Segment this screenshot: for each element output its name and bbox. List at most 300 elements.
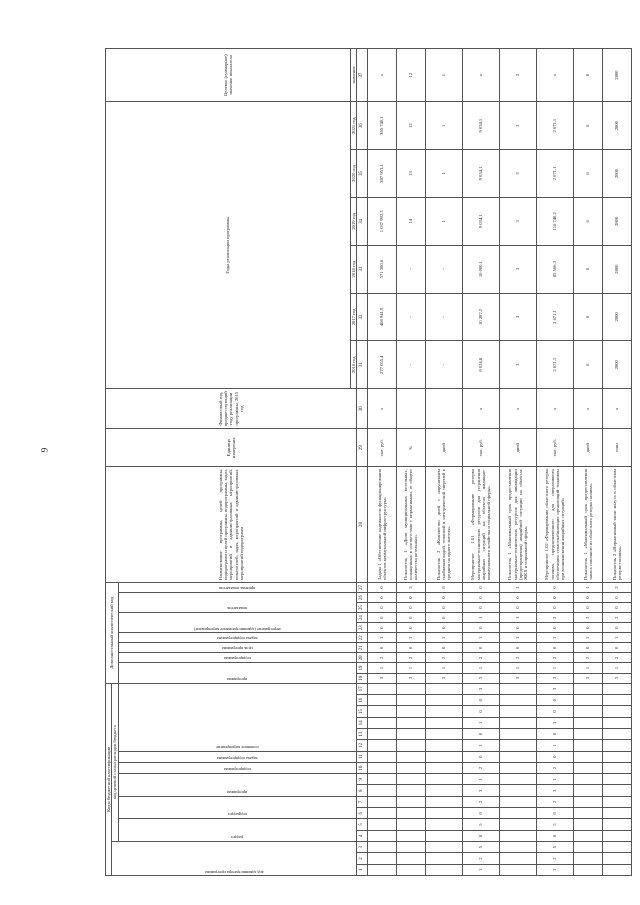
unit-cell: тонн xyxy=(602,429,631,467)
analytic-code-cell: 2 xyxy=(536,653,573,663)
year-value-cell: 9 034,1 xyxy=(462,197,499,245)
code-cell xyxy=(573,830,602,841)
code-cell: 0 xyxy=(462,830,499,841)
analytic-code-cell: 0 xyxy=(367,593,396,603)
year-2018-header: 2018 год xyxy=(350,245,356,293)
column-number-cell: 15 xyxy=(356,706,367,717)
code-cell: 2 xyxy=(536,853,573,864)
table-row xyxy=(367,49,396,876)
column-number-cell: 34 xyxy=(356,197,367,245)
column-number-cell: 6 xyxy=(356,808,367,819)
column-number-cell: 2 xyxy=(356,853,367,864)
code-cell: 0 xyxy=(462,706,499,717)
analytic-code-cell: 0 xyxy=(425,593,462,603)
code-cell: 2 xyxy=(462,853,499,864)
column-number-cell: 13 xyxy=(356,728,367,739)
code-cell: 1 xyxy=(536,717,573,728)
code-cell xyxy=(573,717,602,728)
code-cell xyxy=(367,728,396,739)
admin-header: код администратора программы xyxy=(112,842,357,876)
unit-cell: % xyxy=(396,429,425,467)
table-row xyxy=(573,49,602,876)
code-cell xyxy=(367,819,396,830)
analytic-code-cell: 2 xyxy=(602,613,631,623)
code-cell: 5 xyxy=(462,842,499,853)
code-cell xyxy=(573,796,602,807)
analytic-code-cell: 0 xyxy=(499,593,536,603)
code-cell xyxy=(602,864,631,875)
code-cell xyxy=(602,853,631,864)
analytic-code-cell: 2 xyxy=(573,653,602,663)
analytic-code-cell: 1 xyxy=(499,613,536,623)
code-cell: 0 xyxy=(462,695,499,706)
code-cell xyxy=(425,740,462,751)
code-cell xyxy=(396,717,425,728)
column-number-cell: 16 xyxy=(356,695,367,706)
codes-header: Коды бюджетной классификации xyxy=(106,683,112,875)
code-cell xyxy=(396,751,425,762)
code-cell xyxy=(396,728,425,739)
year-value-cell: 1 037 992,3 xyxy=(367,197,396,245)
column-number-cell: 24 xyxy=(356,613,367,623)
year-value-cell: 6 xyxy=(573,293,602,341)
year-value-cell: 2800 xyxy=(602,293,631,341)
year-value-cell: 3 xyxy=(499,102,536,150)
kbk-subprogram-header: подпрограмма xyxy=(118,762,356,773)
code-cell xyxy=(367,706,396,717)
years-header: Годы реализации программы xyxy=(106,102,351,389)
analytic-code-cell: 0 xyxy=(462,582,499,592)
code-cell: 0 xyxy=(462,728,499,739)
column-number-cell: 35 xyxy=(356,150,367,198)
analytic-code-cell: 1 xyxy=(462,663,499,673)
code-cell xyxy=(499,728,536,739)
year-value-cell: - xyxy=(396,341,425,389)
code-cell xyxy=(367,830,396,841)
final-value-header: значение xyxy=(350,49,356,102)
year-value-cell: 3 xyxy=(499,150,536,198)
analytic-code-cell: 0 xyxy=(602,603,631,613)
code-cell xyxy=(573,853,602,864)
analytic-code-cell: 0 xyxy=(536,623,573,633)
year-value-cell: 9 034,1 xyxy=(462,102,499,150)
code-cell xyxy=(602,796,631,807)
year-value-cell: 12 xyxy=(396,102,425,150)
code-cell xyxy=(425,864,462,875)
code-cell: 0 xyxy=(536,695,573,706)
code-cell: 0 xyxy=(462,751,499,762)
column-number-cell: 18 xyxy=(356,673,367,683)
code-cell xyxy=(602,808,631,819)
kbk-header: код целевой статьи расходов бюджета xyxy=(112,683,118,841)
analytic-code-cell: 1 xyxy=(499,663,536,673)
fin-year-header: Финансовый год, предшествующий году реализации программы, 2015 год xyxy=(106,389,357,429)
kbk-activity-header: основное мероприятие xyxy=(118,683,356,751)
a-indicator-header: показатель xyxy=(118,593,356,613)
code-cell xyxy=(367,808,396,819)
analytic-code-cell: 1 xyxy=(367,633,396,643)
column-number-cell: 14 xyxy=(356,717,367,728)
year-value-cell: 408 941,9 xyxy=(367,293,396,341)
year-value-cell: 2 671,1 xyxy=(536,102,573,150)
code-cell xyxy=(425,751,462,762)
year-value-cell: 8 024,8 xyxy=(462,341,499,389)
code-cell xyxy=(396,864,425,875)
code-cell xyxy=(425,785,462,796)
code-cell xyxy=(367,796,396,807)
code-cell xyxy=(573,706,602,717)
analytic-code-cell: 1 xyxy=(425,633,462,643)
year-value-cell: - xyxy=(425,245,462,293)
code-cell: 1 xyxy=(462,717,499,728)
code-cell xyxy=(396,853,425,864)
analytic-code-cell: 3 xyxy=(573,673,602,683)
code-cell: 0 xyxy=(536,751,573,762)
subsection-header: подраздел xyxy=(118,796,356,819)
year-2017-header: 2017 год xyxy=(350,293,356,341)
code-cell xyxy=(367,864,396,875)
analytic-code-cell: 1 xyxy=(462,613,499,623)
year-value-cell: 6 xyxy=(573,245,602,293)
column-number-cell: 26 xyxy=(356,593,367,603)
analytic-code-cell: 3 xyxy=(602,673,631,683)
code-cell xyxy=(602,774,631,785)
code-cell xyxy=(573,762,602,773)
analytic-code-cell: 0 xyxy=(396,593,425,603)
code-cell xyxy=(425,796,462,807)
analytic-code-cell: 2 xyxy=(602,653,631,663)
year-value-cell: 3 xyxy=(499,293,536,341)
analytic-code-cell: 1 xyxy=(396,663,425,673)
code-cell xyxy=(499,751,536,762)
code-cell xyxy=(367,842,396,853)
unit-cell: тыс. руб. xyxy=(462,429,499,467)
analytic-code-cell: 1 xyxy=(462,633,499,643)
code-cell xyxy=(499,695,536,706)
column-number-cell: 27 xyxy=(356,582,367,592)
a-task-header: задача подпрограммы xyxy=(118,633,356,643)
final-value-cell: х xyxy=(536,49,573,102)
code-cell xyxy=(396,695,425,706)
program-table xyxy=(105,48,632,876)
analytic-code-cell: 0 xyxy=(573,643,602,653)
year-value-cell: 2 671,1 xyxy=(536,341,573,389)
analytic-code-cell: 3 xyxy=(367,673,396,683)
analytic-code-cell: 0 xyxy=(462,603,499,613)
code-cell: 1 xyxy=(536,864,573,875)
analytic-code-cell: 0 xyxy=(573,603,602,613)
year-value-cell: 1 xyxy=(425,197,462,245)
column-number-cell: 37 xyxy=(356,49,367,102)
code-cell xyxy=(499,864,536,875)
code-cell: 0 xyxy=(536,706,573,717)
code-cell xyxy=(602,728,631,739)
column-numbers-row xyxy=(356,49,367,876)
analytic-code-cell: 3 xyxy=(499,673,536,683)
code-cell: 2 xyxy=(462,762,499,773)
analytic-code-cell: 1 xyxy=(425,663,462,673)
code-cell xyxy=(602,762,631,773)
code-cell xyxy=(425,830,462,841)
year-value-cell: 571 300,6 xyxy=(367,245,396,293)
year-value-cell: 6 xyxy=(573,150,602,198)
fin-year-cell: х xyxy=(462,389,499,429)
analytic-code-cell: 1 xyxy=(367,663,396,673)
analytic-code-cell: 2 xyxy=(573,613,602,623)
column-number-cell: 21 xyxy=(356,643,367,653)
year-value-cell: 2800 xyxy=(602,197,631,245)
analytic-code-cell: 0 xyxy=(462,643,499,653)
analytic-code-cell: 0 xyxy=(396,623,425,633)
code-cell xyxy=(396,706,425,717)
code-cell xyxy=(499,785,536,796)
year-value-cell: 365 740,1 xyxy=(367,102,396,150)
code-cell xyxy=(367,695,396,706)
year-value-cell: 3 xyxy=(499,245,536,293)
analytic-code-cell: 0 xyxy=(462,593,499,603)
year-value-cell: 10 000,1 xyxy=(462,245,499,293)
year-value-cell: - xyxy=(425,293,462,341)
column-number-cell: 22 xyxy=(356,633,367,643)
code-cell xyxy=(573,819,602,830)
code-cell xyxy=(396,819,425,830)
code-cell: 2 xyxy=(462,796,499,807)
analytic-code-cell: 0 xyxy=(396,643,425,653)
year-value-cell: - xyxy=(396,245,425,293)
item-name-cell: Показатель 1 «Максимальный срок предоставления материально-технических ресурсов для ликвидации (предотвращения) аварийной ситуации на объектах ЖКХ и социальной сферы» xyxy=(499,467,536,583)
code-cell xyxy=(425,683,462,694)
unit-header: Единица измерения xyxy=(106,429,357,467)
analytic-code-cell: 6 xyxy=(425,582,462,592)
item-name-cell: Мероприятие 1.02 «Формирование областного резерва топлива, предназначенного для оперативного обеспечения теплоснабжающих организаций топливом при возникновении аварийных ситуаций» xyxy=(536,467,573,583)
code-cell xyxy=(602,695,631,706)
code-cell xyxy=(602,830,631,841)
analytic-code-cell: 0 xyxy=(367,623,396,633)
code-cell xyxy=(367,774,396,785)
code-cell: 1 xyxy=(462,774,499,785)
code-cell xyxy=(425,842,462,853)
year-value-cell: 6 xyxy=(573,102,602,150)
code-cell xyxy=(573,740,602,751)
code-cell xyxy=(425,728,462,739)
year-2020-header: 2020 год xyxy=(350,150,356,198)
code-cell xyxy=(499,796,536,807)
code-cell xyxy=(602,842,631,853)
code-cell xyxy=(367,740,396,751)
year-value-cell: 387 953,1 xyxy=(367,150,396,198)
year-value-cell: 10 287,2 xyxy=(462,293,499,341)
code-cell xyxy=(396,796,425,807)
unit-cell: тыс. руб. xyxy=(536,429,573,467)
column-number-cell: 4 xyxy=(356,830,367,841)
analytic-code-cell: 0 xyxy=(425,643,462,653)
code-cell xyxy=(602,683,631,694)
code-cell xyxy=(425,808,462,819)
rotated-sheet xyxy=(105,48,622,876)
kbk-program-header: программа xyxy=(118,774,356,797)
analytic-code-cell: 0 xyxy=(536,582,573,592)
code-cell xyxy=(573,774,602,785)
analytic-code-cell: 0 xyxy=(602,643,631,653)
code-cell xyxy=(602,785,631,796)
table-row xyxy=(536,49,573,876)
column-number-cell: 9 xyxy=(356,774,367,785)
final-value-cell: 3 xyxy=(499,49,536,102)
name-header: Наименование программы, целей программы, подпрограмм и целей программы, подпрограммы, задач, мероприятий и административных мероприятий, показателей, задач, мероприятий и административных мероприятий подпрограмм xyxy=(106,467,357,583)
code-cell: 3 xyxy=(536,683,573,694)
column-number-cell: 32 xyxy=(356,293,367,341)
analytic-code-cell: 1 xyxy=(536,663,573,673)
code-cell xyxy=(499,762,536,773)
code-cell xyxy=(499,808,536,819)
analytic-code-cell: 0 xyxy=(367,613,396,623)
column-number-cell: 36 xyxy=(356,102,367,150)
code-cell xyxy=(396,830,425,841)
code-cell xyxy=(499,706,536,717)
code-cell xyxy=(396,842,425,853)
analytic-code-cell: 5 xyxy=(396,582,425,592)
final-value-cell: х xyxy=(367,49,396,102)
kbk-task-header: задача подпрограммы xyxy=(118,751,356,762)
code-cell: 3 xyxy=(462,683,499,694)
fin-year-cell: х xyxy=(536,389,573,429)
table-body xyxy=(367,49,631,876)
code-cell xyxy=(602,706,631,717)
code-cell: 1 xyxy=(462,864,499,875)
analytic-code-cell: 1 xyxy=(573,582,602,592)
code-cell xyxy=(367,717,396,728)
final-header: Целевое (суммарное) значение показателя xyxy=(106,49,351,102)
analytic-code-cell: 0 xyxy=(425,613,462,623)
column-number-cell: 29 xyxy=(356,429,367,467)
year-value-cell: 13 xyxy=(396,150,425,198)
analytic-code-cell: 0 xyxy=(396,613,425,623)
year-value-cell: 6 xyxy=(573,341,602,389)
analytic-code-cell: 2 xyxy=(367,653,396,663)
year-2016-header: 2016 год xyxy=(350,341,356,389)
code-cell xyxy=(425,774,462,785)
code-cell xyxy=(499,830,536,841)
code-cell xyxy=(396,785,425,796)
code-cell: 0 xyxy=(536,728,573,739)
column-number-cell: 7 xyxy=(356,796,367,807)
analytic-code-cell: 0 xyxy=(499,643,536,653)
a-subprogram-header: подпрограмма xyxy=(118,653,356,663)
code-cell xyxy=(602,751,631,762)
analytic-code-cell: 0 xyxy=(499,603,536,613)
item-name-cell: Показатель 2 «Нормативный запас мазута в областном резерве топлива» xyxy=(602,467,631,583)
final-value-cell: 1 xyxy=(425,49,462,102)
code-cell xyxy=(573,864,602,875)
item-name-cell: Мероприятие 1.01 «Формирование резерва материально-технических ресурсов для устранения аварийных ситуаций на объектах жилищно-коммунального хозяйства и социальной сферы» xyxy=(462,467,499,583)
code-cell xyxy=(396,683,425,694)
table-row xyxy=(462,49,499,876)
code-cell xyxy=(367,751,396,762)
analytic-code-cell: 3 xyxy=(536,673,573,683)
code-cell xyxy=(396,774,425,785)
a-type-header: признак показателя xyxy=(118,582,356,592)
code-cell xyxy=(602,819,631,830)
code-cell: 5 xyxy=(536,819,573,830)
year-value-cell: - xyxy=(396,293,425,341)
item-name-cell: Показатель 1 «Доля муниципальных котельных, оснащенных в соответствии с нормативами, от общего количества котельных» xyxy=(396,467,425,583)
year-value-cell: 2 671,1 xyxy=(536,293,573,341)
analytic-code-cell: 0 xyxy=(499,623,536,633)
code-cell xyxy=(425,762,462,773)
column-number-cell: 1 xyxy=(356,864,367,875)
table-row xyxy=(396,49,425,876)
analytic-code-cell: 0 xyxy=(367,643,396,653)
code-cell xyxy=(425,853,462,864)
year-value-cell: 1 xyxy=(425,102,462,150)
code-cell xyxy=(499,819,536,830)
analytic-code-cell: 2 xyxy=(462,653,499,663)
unit-cell: тыс. руб. xyxy=(367,429,396,467)
column-number-cell: 19 xyxy=(356,663,367,673)
code-cell xyxy=(573,683,602,694)
code-cell xyxy=(425,717,462,728)
year-value-cell: 6 xyxy=(573,197,602,245)
analytic-code-cell: 2 xyxy=(499,653,536,663)
column-number-cell: 23 xyxy=(356,623,367,633)
column-number-cell: 8 xyxy=(356,785,367,796)
fin-year-cell xyxy=(425,389,462,429)
column-number-cell: 11 xyxy=(356,751,367,762)
column-number-cell: 12 xyxy=(356,740,367,751)
column-number-cell: 28 xyxy=(356,467,367,583)
analytic-code-cell: 2 xyxy=(536,613,573,623)
analytic-code-cell: 3 xyxy=(462,673,499,683)
code-cell: 2 xyxy=(536,762,573,773)
year-value-cell: 3 xyxy=(499,341,536,389)
code-cell xyxy=(573,728,602,739)
year-value-cell: 2 671,1 xyxy=(536,150,573,198)
analytic-code-cell: 0 xyxy=(602,623,631,633)
analytic-code-cell: 0 xyxy=(602,593,631,603)
code-cell xyxy=(573,842,602,853)
code-cell xyxy=(367,683,396,694)
analytic-code-cell: 0 xyxy=(462,623,499,633)
analytic-code-cell: 3 xyxy=(425,673,462,683)
year-value-cell: 1 xyxy=(425,150,462,198)
item-name-cell: Показатель 1 «Максимальный срок предоставления запаса топочного из областного резерва топлива» xyxy=(573,467,602,583)
analytic-code-cell: 3 xyxy=(396,673,425,683)
code-cell xyxy=(499,683,536,694)
analytic-code-cell: 0 xyxy=(367,582,396,592)
analytic-code-cell: 0 xyxy=(573,593,602,603)
analytic-code-cell: 1 xyxy=(396,633,425,643)
analytic-code-cell: 0 xyxy=(536,603,573,613)
code-cell xyxy=(425,695,462,706)
table-row xyxy=(602,49,631,876)
code-cell xyxy=(573,695,602,706)
analytic-code-cell: 1 xyxy=(499,582,536,592)
code-cell xyxy=(367,853,396,864)
code-cell xyxy=(367,762,396,773)
year-2019-header: 2019 год xyxy=(350,197,356,245)
unit-cell: дней xyxy=(425,429,462,467)
final-value-cell: 2800 xyxy=(602,49,631,102)
code-cell: 3 xyxy=(536,785,573,796)
column-number-cell: 5 xyxy=(356,819,367,830)
code-cell xyxy=(499,842,536,853)
code-cell: 5 xyxy=(536,842,573,853)
item-name-cell: Показатель 2 «Количество дней с нарушением снабжения водой, тепловой и электрической энергией в среднем на одного жителя» xyxy=(425,467,462,583)
year-value-cell: 2800 xyxy=(602,102,631,150)
code-cell: 1 xyxy=(536,740,573,751)
a-measure-header: мероприятие (административное мероприятие) xyxy=(118,613,356,633)
year-value-cell: 85 566,3 xyxy=(536,245,573,293)
